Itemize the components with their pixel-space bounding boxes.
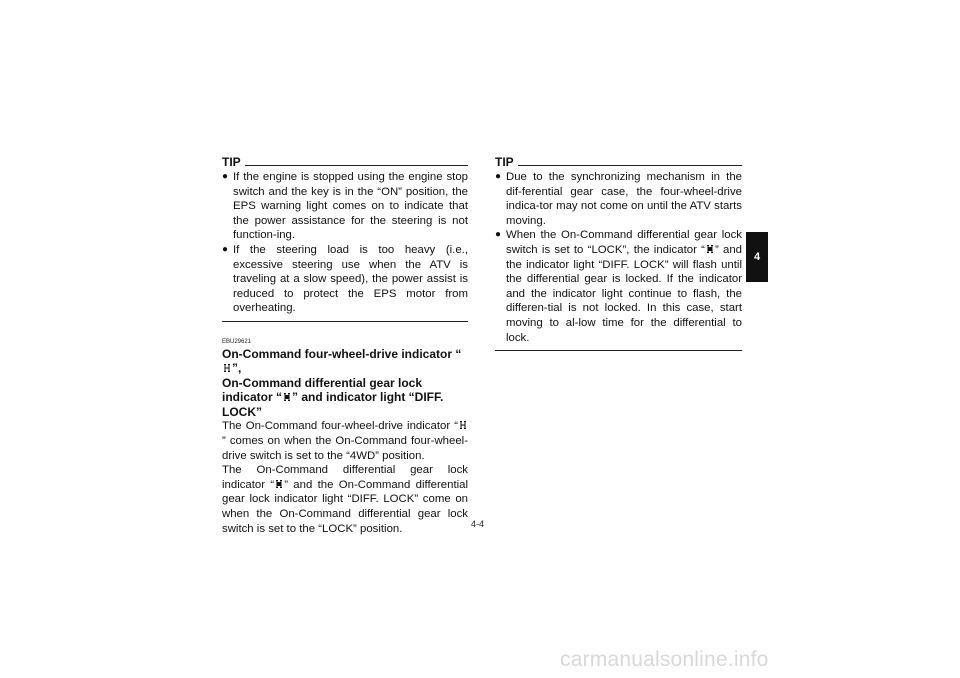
left-tip-list (222, 170, 468, 316)
heading-part: ”, (232, 361, 242, 376)
bullet-icon: ● (222, 243, 229, 255)
paragraph-part: The On-Command four-wheel-drive indicator “ (222, 420, 458, 433)
heading-part: ” and indicator light “DIFF. (292, 390, 444, 405)
right-tip-header (495, 154, 742, 168)
paragraph-part: indicator “ (222, 478, 275, 491)
bullet-icon: ● (495, 229, 502, 241)
right-column (495, 154, 742, 351)
chapter-tab: 4 (746, 232, 768, 282)
four-wheel-drive-indicator-icon (223, 363, 231, 373)
watermark: carmanualsonline.info (560, 648, 769, 671)
heading-part: On-Command differential gear lock (222, 375, 423, 390)
left-tip-item-1 (222, 170, 468, 243)
paragraph-part: The On-Command differential gear lock (222, 464, 468, 477)
four-wheel-drive-indicator-icon (459, 420, 467, 430)
left-tip-label: TIP (222, 155, 241, 169)
bullet-icon: ● (495, 171, 502, 182)
left-column (222, 154, 468, 536)
left-tip-item-2-text: If the steering load is too heavy (i.e., excessive steering use when the ATV is traveling at a slow speed), the power assist is reduced to protect the EPS motor from overheating. (233, 243, 468, 315)
right-tip-item-2-text: ” and the indicator light “DIFF. LOCK” will flash until the differential gear is locked. If the indicator and the indicator light continue to flash, the differen-tial is not locked. In this case, start moving to al-low time for the differential to lock. (506, 243, 743, 344)
right-tip-item-2 (495, 228, 742, 345)
right-tip-item-1-text: Due to the synchronizing mechanism in the dif-ferential gear case, the four-wheel-drive indica-tor may not come on until the ATV starts moving. (506, 171, 742, 227)
bullet-icon: ● (222, 171, 229, 182)
differential-gear-lock-indicator-icon (283, 392, 291, 402)
left-tip-rule (245, 165, 468, 166)
left-tip-header (222, 154, 468, 168)
section-paragraph-1 (222, 419, 468, 463)
right-tip-item-2-text: When the On-Command differential gear lock switch is set to “LOCK”, the indicator “ (506, 229, 742, 256)
heading-part: indicator “ (222, 390, 283, 405)
right-tip-item-1 (495, 170, 742, 228)
right-tip-end-rule (495, 350, 742, 351)
right-tip-list (495, 170, 742, 345)
section-paragraph-2 (222, 463, 468, 536)
page-number: 4-4 (471, 519, 485, 529)
differential-gear-lock-indicator-icon (706, 244, 714, 254)
right-tip-label: TIP (495, 155, 514, 169)
section-heading (222, 347, 468, 420)
left-tip-item-2 (222, 243, 468, 316)
left-tip-item-1-text: If the engine is stopped using the engine stop switch and the key is in the “ON” position, the EPS warning light comes on to indicate that the power assistance for the steering is not function-ing. (233, 171, 468, 242)
paragraph-part: ” comes on when the On-Command four-wheel-drive switch is set to the “4WD” position. (222, 435, 468, 462)
differential-gear-lock-indicator-icon (275, 479, 283, 489)
right-tip-rule (518, 165, 742, 166)
paragraph-part: ” and the On-Command differential gear lock indicator light “DIFF. LOCK” come on when the On-Command differential gear lock switch is set to the “LOCK” position. (222, 478, 469, 535)
left-tip-end-rule (222, 321, 468, 322)
heading-part: LOCK” (222, 404, 262, 419)
heading-part: On-Command four-wheel-drive indicator “ (222, 346, 462, 361)
section-code: EBU29621 (222, 338, 252, 345)
